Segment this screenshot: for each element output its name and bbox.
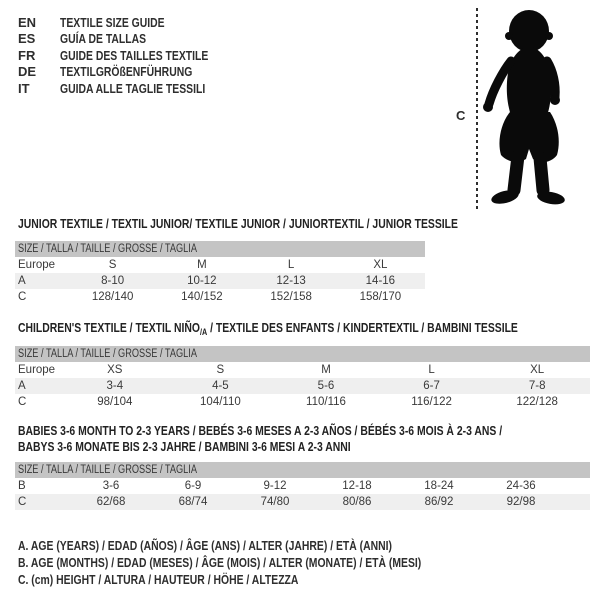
size-cell: 12-13 bbox=[276, 275, 306, 287]
language-code: IT bbox=[18, 80, 30, 96]
size-cell: 92/98 bbox=[506, 496, 536, 508]
size-cell: 152/158 bbox=[270, 291, 312, 303]
language-row bbox=[18, 47, 245, 64]
size-cell: 80/86 bbox=[342, 496, 372, 508]
size-cell: 12-18 bbox=[342, 480, 372, 492]
size-cell: 10-12 bbox=[187, 275, 217, 287]
language-row bbox=[18, 31, 245, 48]
row-label: A bbox=[18, 380, 26, 392]
size-cell: S bbox=[108, 259, 117, 271]
size-header-text: SIZE / TALLA / TAILLE / GRÖSSE / TAGLIA bbox=[18, 464, 197, 476]
table-row-months bbox=[15, 478, 590, 494]
size-cell: XS bbox=[107, 364, 123, 376]
legend-notes bbox=[18, 537, 522, 588]
size-cell: 24-36 bbox=[506, 480, 536, 492]
language-code: DE bbox=[18, 64, 37, 80]
language-row bbox=[18, 80, 245, 97]
row-label: C bbox=[18, 396, 27, 408]
size-cell: XL bbox=[530, 364, 545, 376]
table-row-height bbox=[15, 494, 590, 510]
size-cell: S bbox=[216, 364, 225, 376]
babies-table-title: BABIES 3-6 MONTH TO 2-3 YEARS / BEBÉS 3-6 MESES A 2-3 AÑOS / BÉBÉS 3-6 MOIS À 2-3 ANS / BABYS 3-6 MONATE BIS 2-3 JAHRE / BAMBINI 3-6 MESI A 2-3 ANNI bbox=[18, 423, 503, 454]
table-row-height bbox=[15, 289, 425, 305]
size-header-bar bbox=[15, 241, 425, 257]
size-cell: 158/170 bbox=[359, 291, 402, 303]
size-header-text: SIZE / TALLA / TAILLE / GRÖSSE / TAGLIA bbox=[18, 348, 197, 360]
row-label: A bbox=[18, 275, 26, 287]
size-cell: 68/74 bbox=[178, 496, 208, 508]
size-cell: 62/68 bbox=[96, 496, 126, 508]
size-cell: 128/140 bbox=[91, 291, 134, 303]
baby-silhouette-icon bbox=[481, 8, 576, 208]
size-cell: 104/110 bbox=[200, 396, 241, 408]
size-cell: 98/104 bbox=[97, 396, 133, 408]
size-cell: 140/152 bbox=[181, 291, 223, 303]
size-cell: 8-10 bbox=[101, 275, 125, 287]
note-age-months: B. AGE (MONTHS) / EDAD (MESES) / ÂGE (MOIS) / ALTER (MONATE) / ETÀ (MESI) bbox=[18, 555, 422, 570]
guide-title: TEXTILGRÖßENFÜHRUNG bbox=[60, 64, 193, 80]
language-row bbox=[18, 14, 245, 31]
size-cell: 6-9 bbox=[184, 480, 202, 492]
table-row-europe bbox=[15, 257, 425, 273]
gender-subscript: /A bbox=[199, 327, 208, 337]
size-header-bar bbox=[15, 346, 590, 362]
height-measure-label: C bbox=[456, 108, 466, 123]
size-cell: 5-6 bbox=[317, 380, 335, 392]
size-cell: L bbox=[287, 259, 295, 271]
language-title-list bbox=[18, 14, 245, 97]
children-table-title: CHILDREN'S TEXTILE / TEXTIL $NIÑO_{/A}$ / TEXTILE DES ENFANTS / KINDERTEXTIL / BAMBINI TESSILE bbox=[18, 320, 518, 337]
table-row-europe bbox=[15, 362, 590, 378]
size-cell: 86/92 bbox=[424, 496, 454, 508]
size-cell: 110/116 bbox=[306, 396, 346, 408]
size-cell: 3-4 bbox=[106, 380, 124, 392]
size-cell: 74/80 bbox=[260, 496, 290, 508]
size-cell: M bbox=[197, 259, 207, 271]
language-code: EN bbox=[18, 14, 37, 30]
row-label: B bbox=[18, 480, 26, 492]
size-cell: 7-8 bbox=[528, 380, 546, 392]
size-cell: 18-24 bbox=[424, 480, 454, 492]
size-cell: 3-6 bbox=[102, 480, 120, 492]
guide-title: GUIDE DES TAILLES TEXTILE bbox=[60, 47, 209, 63]
note-height: C. (cm) HEIGHT / ALTURA / HAUTEUR / HÖHE / ALTEZZA bbox=[18, 572, 299, 587]
junior-table-title: JUNIOR TEXTILE / TEXTIL JUNIOR/ TEXTILE JUNIOR / JUNIORTEXTIL / JUNIOR TESSILE bbox=[18, 216, 458, 231]
row-label: C bbox=[18, 496, 27, 508]
size-cell: 9-12 bbox=[263, 480, 287, 492]
size-cell: 6-7 bbox=[423, 380, 440, 392]
row-label: Europe bbox=[18, 259, 56, 271]
guide-title: GUIDA ALLE TAGLIE TESSILI bbox=[60, 80, 206, 96]
size-cell: L bbox=[428, 364, 435, 376]
row-label: Europe bbox=[18, 364, 56, 376]
row-label: C bbox=[18, 291, 27, 303]
height-measure-line bbox=[476, 8, 478, 210]
size-cell: M bbox=[321, 364, 331, 376]
size-cell: 4-5 bbox=[212, 380, 229, 392]
guide-title: TEXTILE SIZE GUIDE bbox=[60, 14, 165, 30]
size-cell: XL bbox=[373, 259, 388, 271]
size-header-bar bbox=[15, 462, 590, 478]
size-cell: 122/128 bbox=[516, 396, 558, 408]
language-row bbox=[18, 64, 245, 81]
size-cell: 116/122 bbox=[411, 396, 452, 408]
note-age-years: A. AGE (YEARS) / EDAD (AÑOS) / ÂGE (ANS) / ALTER (JAHRE) / ETÀ (ANNI) bbox=[18, 538, 393, 553]
table-row-age bbox=[15, 378, 590, 394]
language-code: ES bbox=[18, 31, 36, 47]
babies-textile-table bbox=[15, 462, 590, 510]
size-cell: 14-16 bbox=[365, 275, 396, 287]
guide-title: GUÍA DE TALLAS bbox=[60, 31, 147, 47]
junior-textile-table bbox=[15, 241, 425, 305]
table-row-height bbox=[15, 394, 590, 410]
table-row-age bbox=[15, 273, 425, 289]
language-code: FR bbox=[18, 47, 36, 63]
size-header-text: SIZE / TALLA / TAILLE / GRÖSSE / TAGLIA bbox=[18, 243, 197, 255]
children-textile-table bbox=[15, 346, 590, 410]
